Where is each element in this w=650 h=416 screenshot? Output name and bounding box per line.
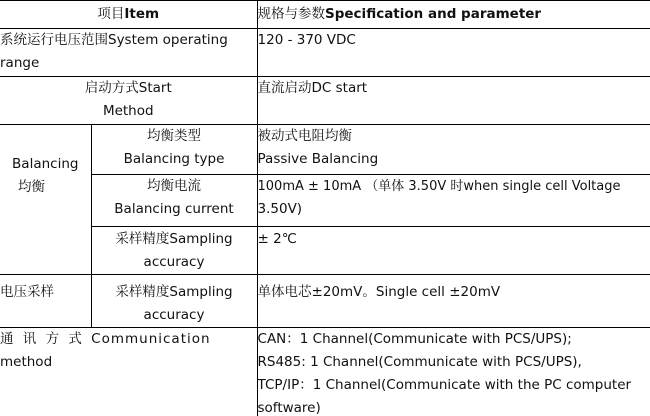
balancing-accuracy-value: ± 2℃ <box>257 227 650 275</box>
voltage-sampling-label-line2: accuracy <box>143 307 205 323</box>
voltage-sampling-label-line1: 采样精度Sampling <box>115 284 233 300</box>
communication-label-line2: method <box>0 354 53 370</box>
operating-range-label-line1: 系统运行电压范围System operating <box>0 32 228 48</box>
balancing-type-value-cell <box>257 125 650 175</box>
voltage-sampling-group: 电压采样 <box>0 275 91 328</box>
balancing-accuracy-label-line2: accuracy <box>143 254 205 270</box>
communication-label-line1: 通 讯 方 式 Communication <box>0 331 211 347</box>
start-method-row <box>0 77 650 125</box>
voltage-sampling-label-cell <box>91 275 257 328</box>
balancing-current-label-en: Balancing current <box>114 201 234 217</box>
balancing-current-label-cn: 均衡电流 <box>147 178 201 194</box>
voltage-sampling-row <box>0 275 650 328</box>
balancing-current-value-cell <box>257 175 650 227</box>
balancing-current-value-line1: 100mA ± 10mA （单体 3.50V 时when single cell Voltage <box>257 179 621 194</box>
start-method-value: 直流启动DC start <box>257 77 650 125</box>
header-item-cell <box>0 1 257 29</box>
balancing-type-value-en: Passive Balancing <box>257 151 379 167</box>
balancing-group-label-en: Balancing <box>12 156 79 172</box>
start-method-label-cell <box>0 77 257 125</box>
balancing-current-value-line2: 3.50V) <box>257 201 303 217</box>
operating-range-label-cell <box>0 29 257 77</box>
communication-can: CAN：1 Channel(Communicate with PCS/UPS); <box>257 331 572 347</box>
communication-row <box>0 328 650 416</box>
start-method-label-line1: 启动方式Start <box>84 80 172 96</box>
operating-range-label-line2: range <box>0 55 40 71</box>
balancing-type-value-cn: 被动式电阻均衡 <box>257 128 353 144</box>
balancing-type-row <box>0 125 650 175</box>
balancing-accuracy-label-cell <box>91 227 257 275</box>
header-item-label-en: Item <box>124 6 160 22</box>
operating-range-row <box>0 29 650 77</box>
balancing-group-label-cn: 均衡 <box>18 179 45 195</box>
header-spec-label-en: Specification and parameter <box>325 6 542 22</box>
balancing-current-row <box>0 175 650 227</box>
header-row <box>0 1 650 29</box>
communication-label-cell <box>0 328 257 416</box>
balancing-group-cell <box>0 125 91 275</box>
communication-tcpip: TCP/IP：1 Channel(Communicate with the PC computer <box>257 377 632 393</box>
operating-range-value: 120 - 370 VDC <box>257 29 650 77</box>
balancing-accuracy-label-line1: 采样精度Sampling <box>115 231 233 247</box>
header-spec-cell <box>257 1 650 29</box>
communication-value-cell <box>257 328 650 416</box>
header-spec-label-cn: 规格与参数 <box>257 6 326 22</box>
balancing-type-label-en: Balancing type <box>123 151 225 167</box>
header-item-label: 项目 <box>97 6 125 22</box>
balancing-type-label-cn: 均衡类型 <box>147 128 201 144</box>
balancing-accuracy-row <box>0 227 650 275</box>
balancing-current-label-cell <box>91 175 257 227</box>
communication-tcpip-cont: software) <box>257 400 321 416</box>
start-method-label-line2: Method <box>102 103 154 119</box>
voltage-sampling-value: 单体电芯±20mV。Single cell ±20mV <box>257 275 650 328</box>
communication-rs485: RS485: 1 Channel(Communicate with PCS/UPS), <box>257 354 582 370</box>
balancing-type-label-cell <box>91 125 257 175</box>
